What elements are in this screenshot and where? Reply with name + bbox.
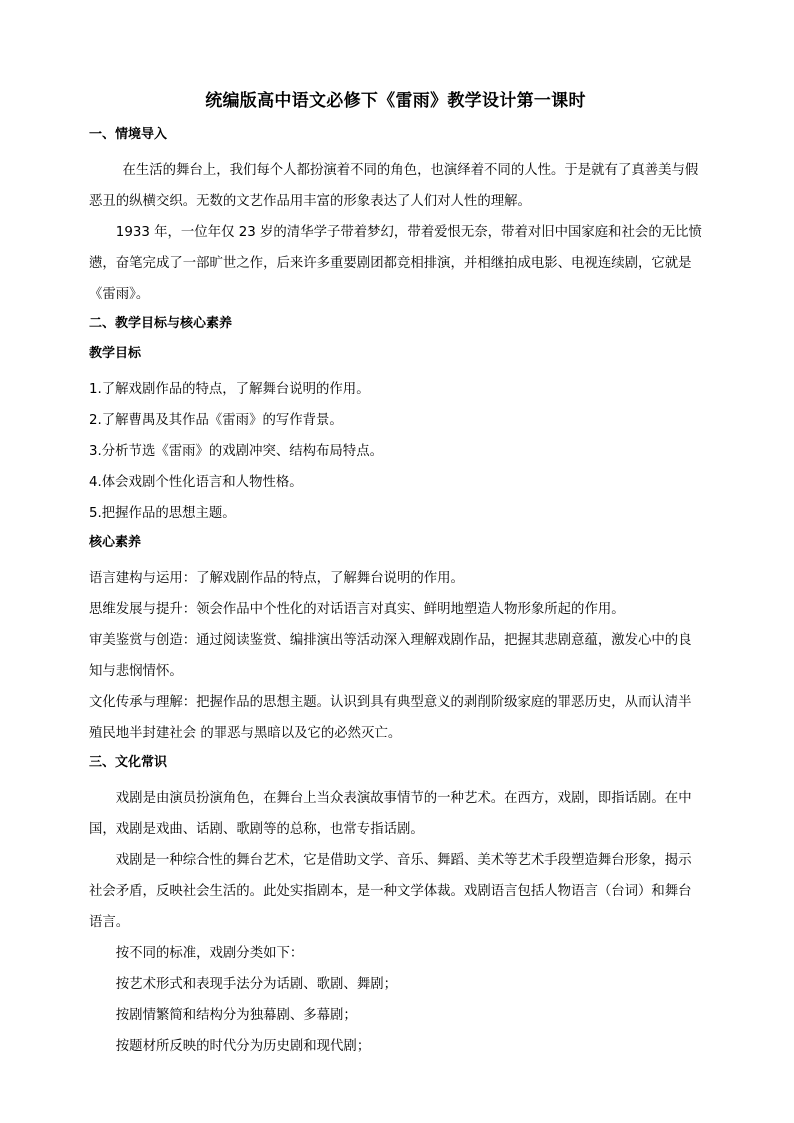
subheading-teaching-goals: 教学目标 bbox=[89, 346, 142, 361]
goal-item: 2.了解曹禺及其作品《雷雨》的写作背景。 bbox=[89, 413, 343, 428]
section-heading-intro: 一、情境导入 bbox=[89, 127, 168, 142]
goal-item: 1.了解戏剧作品的特点，了解舞台说明的作用。 bbox=[89, 382, 370, 397]
core-item: 语言建构与运用：了解戏剧作品的特点，了解舞台说明的作用。 bbox=[89, 571, 464, 586]
culture-paragraph: 戏剧是一种综合性的舞台艺术，它是借助文学、音乐、舞蹈、美术等艺术手段塑造舞台形象，揭示社会矛盾，反映社会生活的。此处实指剧本，是一种文学体裁。戏剧语言包括人物语言（台词）和舞台语言。 bbox=[89, 853, 692, 930]
intro-paragraph-2: 1933 年，一位年仅 23 岁的清华学子带着梦幻，带着爱恨无奈，带着对旧中国家庭和社会的无比愤懑，奋笔完成了一部旷世之作，后来许多重要剧团都竞相排演，并相继拍成电影、电视连续剧，它就是《雷雨》。 bbox=[89, 225, 702, 302]
section-heading-culture: 三、文化常识 bbox=[89, 755, 168, 770]
subheading-core-literacy: 核心素养 bbox=[89, 535, 142, 550]
culture-paragraph: 按题材所反映的时代分为历史剧和现代剧； bbox=[115, 1039, 371, 1054]
page-title: 统编版高中语文必修下《雷雨》教学设计第一课时 bbox=[205, 91, 586, 111]
goal-item: 5.把握作品的思想主题。 bbox=[89, 506, 236, 521]
intro-paragraph-1: 在生活的舞台上，我们每个人都扮演着不同的角色，也演绎着不同的人性。于是就有了真善美与假恶丑的纵横交织。无数的文艺作品用丰富的形象表达了人们对人性的理解。 bbox=[89, 163, 699, 209]
core-item: 审美鉴赏与创造：通过阅读鉴赏、编排演出等活动深入理解戏剧作品，把握其悲剧意蕴，激发心中的良知与悲悯情怀。 bbox=[89, 633, 692, 679]
culture-paragraph: 按不同的标准，戏剧分类如下： bbox=[115, 946, 304, 961]
culture-paragraph: 按剧情繁简和结构分为独幕剧、多幕剧； bbox=[115, 1008, 357, 1023]
core-item: 文化传承与理解：把握作品的思想主题。认识到具有典型意义的剥削阶级家庭的罪恶历史，从而认清半殖民地半封建社会 的罪恶与黑暗以及它的必然灭亡。 bbox=[89, 695, 692, 741]
core-item: 思维发展与提升：领会作品中个性化的对话语言对真实、鲜明地塑造人物形象所起的作用。 bbox=[89, 602, 625, 617]
goal-item: 3.分析节选《雷雨》的戏剧冲突、结构布局特点。 bbox=[89, 444, 383, 459]
culture-paragraph: 戏剧是由演员扮演角色，在舞台上当众表演故事情节的一种艺术。在西方，戏剧，即指话剧。在中国，戏剧是戏曲、话剧、歌剧等的总称，也常专指话剧。 bbox=[89, 791, 692, 837]
section-heading-goals: 二、教学目标与核心素养 bbox=[89, 316, 233, 331]
goal-item: 4.体会戏剧个性化语言和人物性格。 bbox=[89, 475, 303, 490]
culture-paragraph: 按艺术形式和表现手法分为话剧、歌剧、舞剧； bbox=[115, 977, 397, 992]
